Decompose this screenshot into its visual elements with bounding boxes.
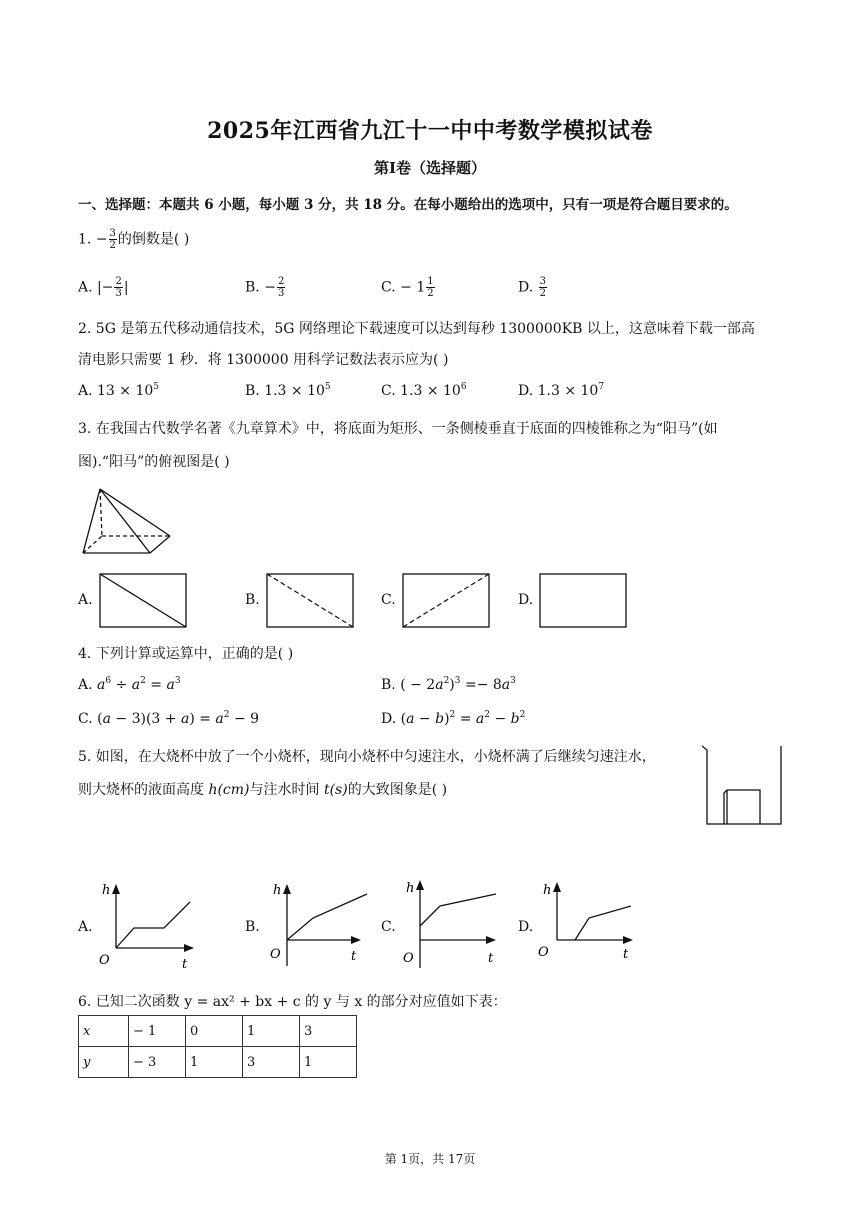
- table-cell: − 3: [129, 1047, 186, 1078]
- svg-text:t: t: [488, 951, 494, 966]
- q5-line-1: 5. 如图，在大烧杯中放了一个小烧杯，现向小烧杯中匀速注水，小烧杯满了后继续匀速注水，: [78, 749, 656, 765]
- svg-text:O: O: [99, 953, 110, 968]
- yangma-pyramid-figure: [80, 486, 180, 556]
- q3-line-1: 3. 在我国古代数学名著《九章算术》中，将底面为矩形、一条侧棱垂直于底面的四棱锥称之为“阳马”(如: [78, 421, 718, 437]
- q4-option-c: C. $(a - 3)(3 + a) = a^2 - 9$: [78, 710, 260, 727]
- q3-option-b-figure: [266, 573, 356, 629]
- q5-option-c-graph: [402, 876, 502, 968]
- table-cell: y: [79, 1047, 129, 1078]
- question-1: 1. − $\frac{3}{2}$ 的倒数是( ): [78, 228, 190, 251]
- q2-line-2: 清电影只需要 1 秒．将 1300000 用科学记数法表示应为( ): [78, 352, 449, 368]
- table-cell: 3: [243, 1047, 300, 1078]
- svg-text:t: t: [623, 947, 629, 962]
- q1-option-d: D. $\frac{3}{2}$: [518, 276, 547, 299]
- table-row: [79, 1047, 357, 1078]
- table-cell: 1: [186, 1047, 243, 1078]
- q6-value-table: [78, 1015, 357, 1078]
- svg-text:O: O: [538, 945, 549, 960]
- svg-text:O: O: [403, 951, 414, 966]
- q5-line-2: 则大烧杯的液面高度 h(cm)与注水时间 t(s)的大致图象是( ): [78, 782, 448, 798]
- q5-option-a-graph: [96, 880, 196, 972]
- q6-stem: 6. 已知二次函数 y = ax² + bx + c 的 y 与 x 的部分对应值如下表：: [78, 994, 507, 1010]
- q1-option-c: C. − 1 $\frac{1}{2}$: [381, 276, 434, 299]
- q2-option-a: A. $13 \times 10^5$: [78, 382, 160, 399]
- q2-option-b: B. $1.3 \times 10^5$: [245, 382, 331, 399]
- q5-option-a-label: A.: [78, 919, 93, 935]
- q3-option-a-label: A.: [78, 592, 93, 608]
- q3-option-c-label: C.: [381, 592, 396, 608]
- svg-text:h: h: [273, 883, 282, 898]
- q3-option-d-label: D.: [518, 592, 534, 608]
- q1-option-b: B. − $\frac{2}{3}$: [245, 276, 285, 299]
- q1-fraction: $\frac{3}{2}$: [109, 228, 116, 251]
- svg-text:t: t: [351, 949, 357, 964]
- svg-text:h: h: [543, 883, 552, 898]
- q1-option-a: A. |− $\frac{2}{3}$ |: [78, 276, 129, 299]
- svg-text:O: O: [270, 947, 281, 962]
- q4-option-d: D. $(a - b)^2 = a^2 - b^2$: [381, 710, 526, 727]
- q3-option-c-figure: [402, 573, 492, 629]
- table-cell: 1: [300, 1047, 357, 1078]
- q1-stem: 的倒数是( ): [117, 231, 190, 248]
- svg-text:h: h: [102, 883, 111, 898]
- q2-line-1: 2. 5G 是第五代移动通信技术，5G 网络理论下载速度可以达到每秒 1300000KB 以上，这意味着下载一部高: [78, 321, 755, 337]
- exam-title: 2025年江西省九江十一中中考数学模拟试卷: [207, 118, 653, 144]
- table-cell: − 1: [129, 1016, 186, 1047]
- svg-text:t: t: [182, 957, 188, 972]
- q4-option-a: A. $a^6 \div a^2 = a^3$: [78, 676, 181, 693]
- table-cell: 3: [300, 1016, 357, 1047]
- table-cell: 0: [186, 1016, 243, 1047]
- table-cell: x: [79, 1016, 129, 1047]
- q5-option-b-graph: [267, 880, 367, 972]
- table-cell: 1: [243, 1016, 300, 1047]
- q4-option-b: B. ( − $2a^2)^3 =- 8a^3$: [381, 676, 516, 693]
- q2-option-c: C. $1.3 \times 10^6$: [381, 382, 467, 399]
- q5-option-d-graph: [537, 878, 637, 970]
- svg-text:h: h: [406, 881, 415, 896]
- q3-line-2: 图).“阳马”的俯视图是( ): [78, 454, 230, 470]
- q5-option-b-label: B.: [245, 919, 260, 935]
- q5-option-d-label: D.: [518, 919, 534, 935]
- q5-option-c-label: C.: [381, 919, 396, 935]
- part-subtitle: 第I卷（选择题）: [373, 159, 487, 177]
- q4-stem: 4. 下列计算或运算中，正确的是( ): [78, 646, 294, 662]
- q3-option-d-figure: [539, 573, 629, 629]
- q2-option-d: D. $1.3 \times 10^7$: [518, 382, 605, 399]
- q3-option-b-label: B.: [245, 592, 260, 608]
- table-row: [79, 1016, 357, 1047]
- beaker-figure: [702, 744, 784, 826]
- q1-number: 1.: [78, 231, 92, 248]
- q3-option-a-figure: [99, 573, 189, 629]
- section-heading: 一、选择题：本题共 6 小题，每小题 3 分，共 18 分。在每小题给出的选项中，只有一项是符合题目要求的。: [78, 197, 738, 213]
- page-number: 第 1页，共 17页: [384, 1152, 476, 1166]
